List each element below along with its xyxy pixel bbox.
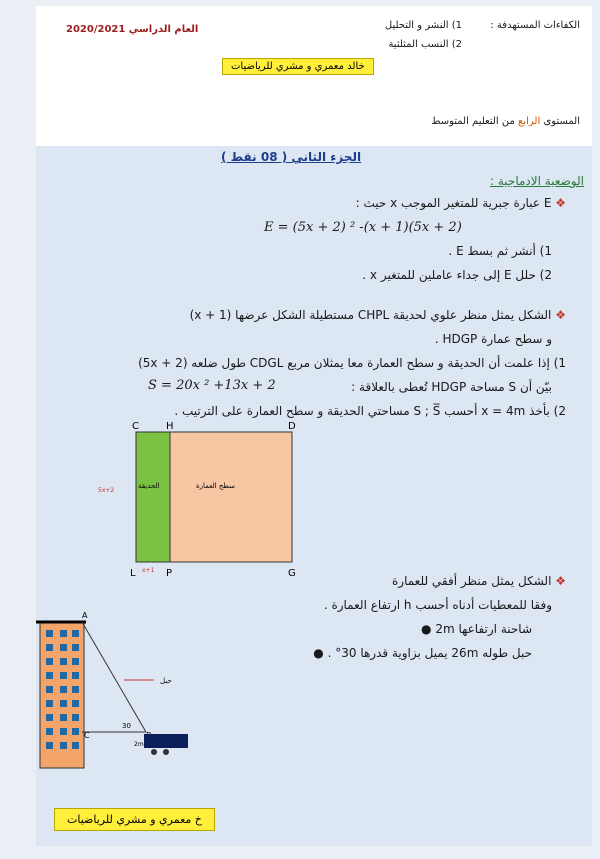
competency-1: 1) النشر و التحليل (384, 20, 462, 31)
truck (144, 734, 188, 748)
section2-intro2: و سطح عمارة HDGP . (434, 332, 552, 346)
garden-rect (136, 432, 170, 562)
exam-body (36, 146, 592, 846)
label-l: L (130, 568, 136, 579)
section3-b1: شاحنة ارتفاعها 2m ● (421, 622, 532, 636)
figure-building (36, 598, 236, 778)
situation-title: الوضعية الادماجية : (490, 174, 584, 188)
expression-e: E = (5x + 2) ² -(x + 1)(5x + 2) (264, 220, 462, 235)
label-a: A (82, 611, 88, 620)
label-g: G (288, 568, 296, 579)
label-c: C (132, 421, 139, 432)
author-banner: خالد معمري و مشري للرياضيات (222, 58, 374, 75)
figure-garden-plan (76, 420, 306, 580)
rope-label: حبل (160, 677, 172, 685)
competency-2: 2) النسب المثلثية (388, 39, 462, 50)
label-d: D (288, 421, 296, 432)
label-c2: C (84, 731, 90, 740)
roof-rect (170, 432, 292, 562)
wheel (151, 749, 157, 755)
rope-line (82, 622, 146, 732)
section1-q1: 1) أنشر ثم بسط E . (448, 244, 552, 258)
section1-q2: 2) حلل E إلى جداء عاملين للمتغير x . (362, 268, 552, 282)
side-label: 5x+2 (98, 487, 115, 494)
competencies-label: الكفاءات المستهدفة : (490, 20, 580, 31)
wheel (163, 749, 169, 755)
truck-height: 2m (134, 741, 144, 748)
section2-intro: ❖ الشكل يمثل منظر علوي لحديقة CHPL مستطيلة الشكل عرضها (x + 1) (189, 308, 566, 322)
formula-s: S = 20x ² +13x + 2 (148, 378, 276, 393)
section2-q1b: بيّن أن S مساحة HDGP تُعطى بالعلاقة : (351, 380, 552, 394)
section2-q2: 2) بأخذ x = 4m أحسب S ; S̅ مساحتي الحديقة و سطح العمارة على الترتيب . (174, 404, 566, 418)
label-p: P (166, 568, 173, 579)
section3-b2: حبل طوله 26m يميل بزاوية قدرها 30° . ● (313, 646, 532, 660)
footer-banner: خ معمري و مشري للرياضيات (54, 808, 215, 831)
angle-label: 30 (122, 722, 131, 730)
section3-intro: ❖ الشكل يمثل منظر أفقي للعمارة (392, 574, 566, 588)
exam-sheet (36, 6, 592, 846)
garden-label: الحديقة (138, 482, 160, 490)
building-windows (46, 630, 79, 749)
width-label: x+1 (142, 567, 155, 574)
section1-intro: ❖ E عبارة جبرية للمتغير الموجب x حيث : (355, 196, 566, 210)
level-line: المستوى الرابع من التعليم المتوسط (431, 116, 580, 127)
school-year: العام الدراسي 2020/2021 (66, 24, 199, 35)
section3-q: وفقا للمعطيات أدناه أحسب h ارتفاع العمارة . (323, 598, 552, 612)
label-h: H (166, 421, 174, 432)
exam-header (36, 6, 592, 146)
roof-label: سطح العمارة (196, 482, 236, 490)
section2-q1: 1) إذا علمت أن الحديقة و سطح العمارة معا يمثلان مربع CDGL طول ضلعه (5x + 2) (138, 356, 566, 370)
part-title: الجزء الثاني ( 08 نقط ) (221, 150, 362, 164)
